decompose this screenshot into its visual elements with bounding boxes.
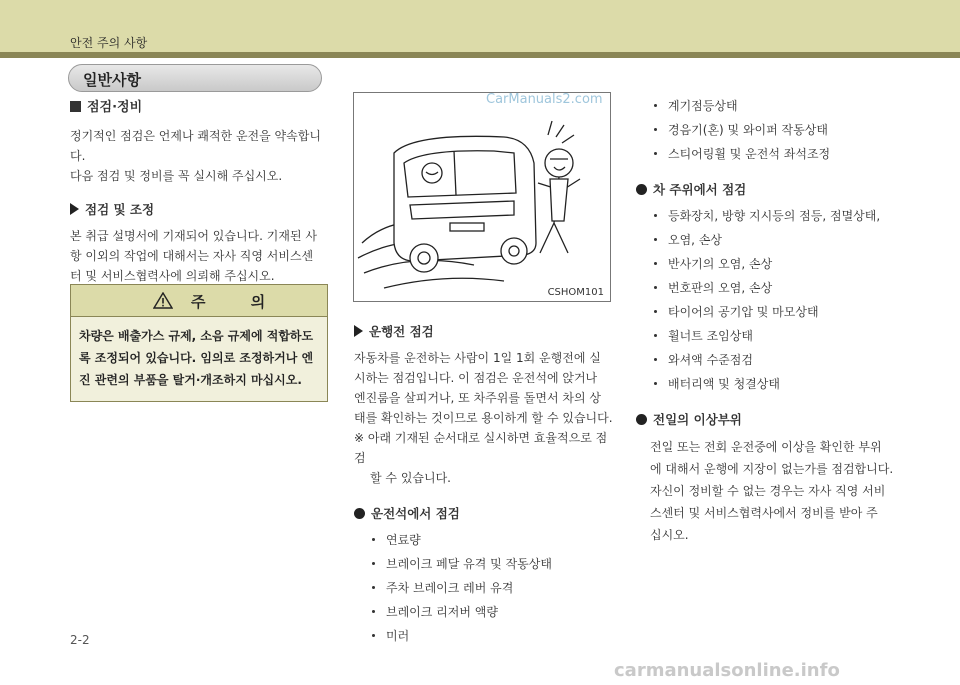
previous-day-line-2: 에 대해서 운행에 지장이 없는가를 점검합니다.: [650, 462, 894, 476]
list-item: 번호판의 오염, 손상: [650, 276, 898, 300]
caution-header: [71, 285, 327, 317]
caution-text: [71, 317, 327, 399]
previous-day-text: [636, 436, 898, 546]
triangle-bullet-icon: [70, 203, 79, 215]
caution-line-2: 록 조정되어 있습니다. 임의로 조정하거나 엔: [79, 351, 314, 365]
list-item: 브레이크 리저버 액량: [368, 600, 616, 624]
note-line-1: ※ 아래 기재된 순서대로 실시하면 효율적으로 점검: [354, 431, 608, 465]
previous-day-line-3: 자신이 정비할 수 없는 경우는 자사 직영 서비: [650, 484, 886, 498]
adjustment-line-1: 본 취급 설명서에 기재되어 있습니다. 기재된 사: [70, 229, 317, 243]
driver-seat-heading: 운전석에서 점검: [354, 504, 616, 524]
warning-triangle-icon: [153, 292, 173, 309]
caution-line-3: 진 관련의 부품을 탈거·개조하지 마십시오.: [79, 373, 302, 387]
adjustment-line-2: 항 이외의 작업에 대해서는 자사 직영 서비스센: [70, 249, 314, 263]
inspection-heading: 점검·정비: [70, 98, 330, 118]
square-bullet-icon: [70, 101, 81, 112]
pre-drive-line-1: 자동차를 운전하는 사람이 1일 1회 운행전에 실: [354, 351, 601, 365]
list-item: 스티어링휠 및 운전석 좌석조정: [650, 142, 898, 166]
list-item: 와셔액 수준점검: [650, 348, 898, 372]
pre-drive-line-4: 태를 확인하는 것이므로 용이하게 할 수 있습니다.: [354, 411, 613, 425]
bus-inspection-illustration: [353, 92, 611, 302]
circle-bullet-icon: [636, 414, 647, 425]
list-item: 경음기(혼) 및 와이퍼 작동상태: [650, 118, 898, 142]
previous-day-line-1: 전일 또는 전회 운전중에 이상을 확인한 부위: [650, 440, 882, 454]
list-item: 주차 브레이크 레버 유격: [368, 576, 616, 600]
left-column: [70, 98, 330, 286]
caution-box: [70, 284, 328, 402]
list-item: 브레이크 페달 유격 및 작동상태: [368, 552, 616, 576]
list-item: 반사기의 오염, 손상: [650, 252, 898, 276]
list-item: 배터리액 및 청결상태: [650, 372, 898, 396]
triangle-bullet-icon: [354, 325, 363, 337]
list-item: 타이어의 공기압 및 마모상태: [650, 300, 898, 324]
caution-line-1: 차량은 배출가스 규제, 소음 규제에 적합하도: [79, 329, 314, 343]
around-vehicle-list: [650, 204, 898, 396]
previous-day-line-4: 스센터 및 서비스협력사에서 정비를 받아 주: [650, 506, 878, 520]
watermark-text: CarManuals2.com: [486, 92, 603, 107]
adjustment-line-3: 터 및 서비스협력사에 의뢰해 주십시오.: [70, 269, 275, 283]
list-item: 미러: [368, 624, 616, 648]
previous-day-heading: 전일의 이상부위: [636, 410, 898, 430]
list-item: 연료량: [368, 528, 616, 552]
footer-watermark: carmanualsonline.info: [614, 660, 840, 681]
adjustment-heading: 점검 및 조정: [70, 200, 330, 220]
page-number: 2-2: [70, 633, 90, 647]
pre-drive-line-3: 엔진룸을 살피거나, 또 차주위를 돌면서 차의 상: [354, 391, 601, 405]
header-rule: [0, 52, 960, 58]
chapter-title: 안전 주의 사항: [70, 36, 148, 50]
note-line-2: 할 수 있습니다.: [370, 471, 451, 485]
circle-bullet-icon: [354, 508, 365, 519]
around-vehicle-heading: 차 주위에서 점검: [636, 180, 898, 200]
list-item: 등화장치, 방향 지시등의 점등, 점멸상태,: [650, 204, 898, 228]
list-item: 휠너트 조임상태: [650, 324, 898, 348]
pre-drive-heading: 운행전 점검: [354, 322, 616, 342]
previous-day-line-5: 십시오.: [650, 528, 689, 542]
image-code: CSHOM101: [547, 287, 604, 298]
list-item-continuation: 오염, 손상: [650, 228, 898, 252]
list-item: 계기점등상태: [650, 94, 898, 118]
section-title-pill: [68, 64, 322, 92]
section-title: 일반사항: [83, 71, 141, 89]
circle-bullet-icon: [636, 184, 647, 195]
driver-seat-list-continued: [650, 94, 898, 166]
intro-line-2: 다음 점검 및 정비를 꼭 실시해 주십시오.: [70, 169, 283, 183]
pre-drive-line-2: 시하는 점검입니다. 이 점검은 운전석에 앉거나: [354, 371, 598, 385]
intro-line-1: 정기적인 점검은 언제나 쾌적한 운전을 약속합니다.: [70, 129, 321, 163]
bus-drawing: [354, 93, 610, 301]
caution-title: 주 의: [191, 293, 286, 311]
right-column: [636, 94, 898, 546]
driver-seat-list: [368, 528, 616, 648]
middle-column: [354, 322, 616, 648]
